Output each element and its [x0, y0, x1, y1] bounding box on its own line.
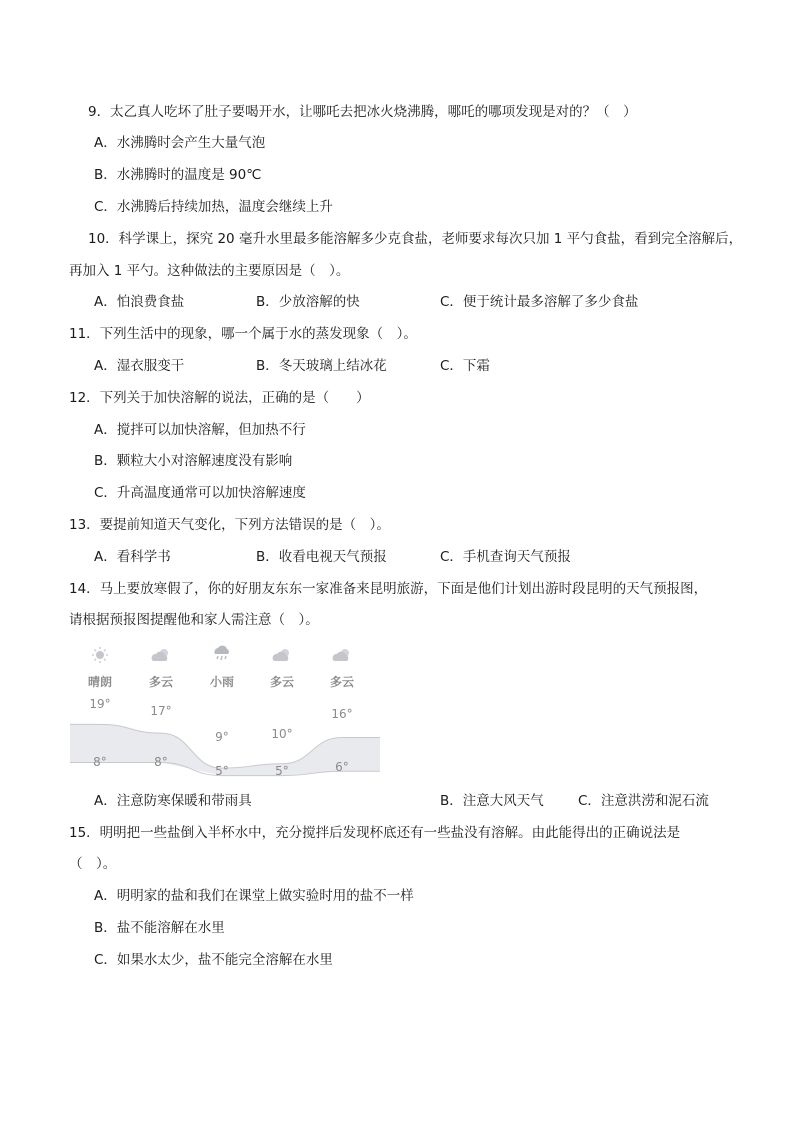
question-9-option-c: C．水沸腾后持续加热，温度会继续上升: [94, 199, 333, 215]
question-12-option-a: A．搅拌可以加快溶解，但加热不行: [94, 422, 306, 438]
sun-icon: [88, 646, 112, 664]
question-11-option-b: B．冬天玻璃上结冰花: [256, 358, 387, 374]
question-15-stem-line2: （ ）。: [69, 856, 117, 872]
question-11-option-c: C．下霜: [440, 358, 490, 374]
question-15-option-b: B．盐不能溶解在水里: [94, 920, 225, 936]
day-5-high-temp: 16°: [331, 707, 353, 721]
question-14-stem-line1: 14．马上要放寒假了，你的好朋友东东一家准备来昆明旅游，下面是他们计划出游时段昆明的天气预报图，: [69, 581, 708, 597]
question-12-stem: 12．下列关于加快溶解的说法，正确的是（ ）: [69, 390, 370, 406]
rain-icon: [210, 644, 234, 662]
day-1-high-temp: 19°: [89, 697, 111, 711]
question-13-option-a: A．看科学书: [94, 549, 171, 565]
question-13-option-b: B．收看电视天气预报: [256, 549, 387, 565]
question-9-option-b: B．水沸腾时的温度是 90℃: [94, 167, 262, 183]
question-13-option-c: C．手机查询天气预报: [440, 549, 571, 565]
day-2-low-temp: 8°: [154, 755, 168, 769]
question-14-option-c: C．注意洪涝和泥石流: [578, 793, 709, 809]
day-4-low-temp: 5°: [275, 764, 289, 778]
question-12-option-c: C．升高温度通常可以加快溶解速度: [94, 485, 306, 501]
question-10-option-a: A．怕浪费食盐: [94, 294, 185, 310]
question-11-stem: 11．下列生活中的现象，哪一个属于水的蒸发现象（ ）。: [69, 326, 417, 342]
day-3-low-temp: 5°: [215, 764, 229, 778]
day-1-weather-label: 晴朗: [87, 675, 112, 689]
cloud-icon: [149, 646, 173, 664]
weather-forecast-figure: [70, 640, 380, 782]
question-14-option-a: A．注意防寒保暖和带雨具: [94, 793, 252, 809]
question-12-option-b: B．颗粒大小对溶解速度没有影响: [94, 453, 293, 469]
question-14-stem-line2: 请根据预报图提醒他和家人需注意（ ）。: [69, 612, 319, 628]
day-3-high-temp: 9°: [215, 730, 229, 744]
day-2-weather-label: 多云: [148, 675, 173, 689]
question-10-option-c: C．便于统计最多溶解了多少食盐: [440, 294, 639, 310]
question-13-stem: 13．要提前知道天气变化，下列方法错误的是（ ）。: [69, 517, 390, 533]
question-14-option-b: B．注意大风天气: [440, 793, 544, 809]
day-1-low-temp: 8°: [93, 755, 107, 769]
question-10-stem-line1: 10．科学课上，探究 20 毫升水里最多能溶解多少克食盐，老师要求每次只加 1 平勺食盐，看到完全溶解后，: [88, 231, 743, 247]
question-15-option-a: A．明明家的盐和我们在课堂上做实验时用的盐不一样: [94, 888, 414, 904]
day-4-weather-label: 多云: [269, 675, 294, 689]
question-10-stem-line2: 再加入 1 平勺。这种做法的主要原因是（ ）。: [69, 263, 350, 279]
question-11-option-a: A．湿衣服变干: [94, 358, 185, 374]
cloud-icon: [270, 646, 294, 664]
day-2-high-temp: 17°: [150, 704, 172, 718]
question-10-option-b: B．少放溶解的快: [256, 294, 360, 310]
day-5-weather-label: 多云: [329, 675, 354, 689]
question-15-option-c: C．如果水太少，盐不能完全溶解在水里: [94, 952, 333, 968]
question-9-stem: 9．太乙真人吃坏了肚子要喝开水，让哪吒去把冰火烧沸腾，哪吒的哪项发现是对的？（ ）: [88, 104, 637, 120]
day-4-high-temp: 10°: [271, 727, 293, 741]
question-15-stem-line1: 15．明明把一些盐倒入半杯水中，充分搅拌后发现杯底还有一些盐没有溶解。由此能得出的正确说法是: [69, 825, 681, 841]
cloud-icon: [330, 646, 354, 664]
question-9-option-a: A．水沸腾时会产生大量气泡: [94, 135, 266, 151]
day-3-weather-label: 小雨: [209, 675, 234, 689]
day-5-low-temp: 6°: [335, 760, 349, 774]
